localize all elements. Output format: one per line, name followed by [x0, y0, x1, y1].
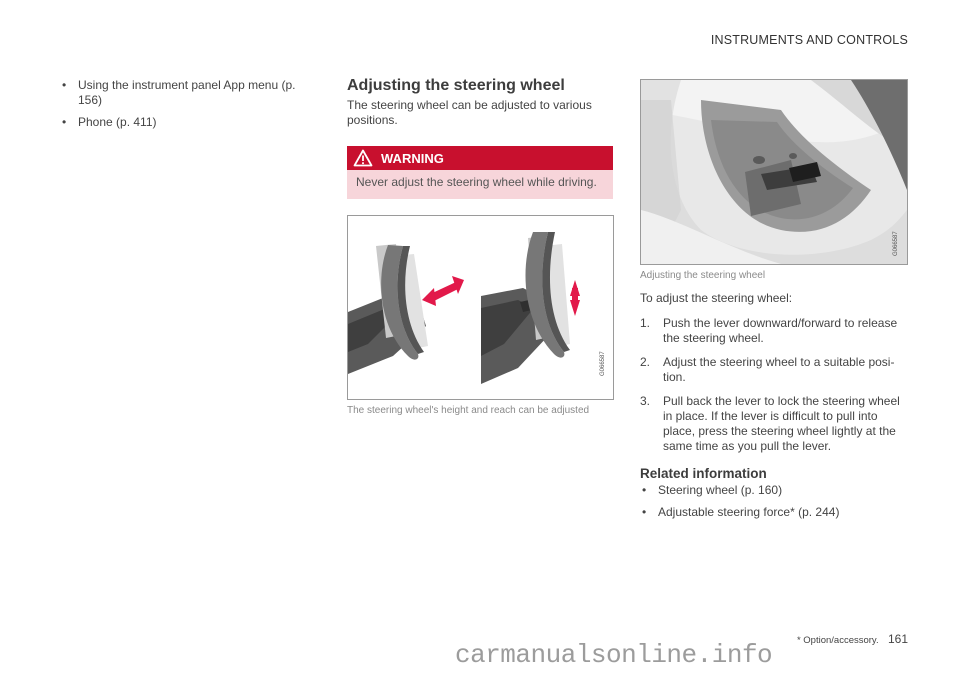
- figure-caption: The steering wheel's height and reach can be adjusted: [347, 405, 590, 416]
- cross-reference-link[interactable]: Adjustable steering force* (p. 244): [658, 505, 840, 519]
- warning-box: [347, 146, 613, 199]
- step-item: [640, 316, 908, 346]
- step-item: [640, 355, 908, 385]
- cross-reference-link[interactable]: Using the instrument panel App menu (p. 156): [78, 78, 296, 107]
- step-text: Push the lever downward/forward to release the steering wheel.: [663, 316, 898, 345]
- figure-caption: Adjusting the steering wheel: [640, 270, 766, 281]
- bullet: •: [642, 505, 647, 519]
- related-information-title: Related information: [640, 466, 767, 481]
- warning-label: WARNING: [381, 150, 444, 166]
- bullet: •: [62, 115, 67, 129]
- left-column: [60, 78, 300, 137]
- step-text: Pull back the lever to lock the steering wheel in place. If the lever is difficult to pull into place, press the steering wheel lightly at the same time as you pull the lever.: [663, 394, 900, 453]
- warning-header: [347, 146, 613, 170]
- right-column: [640, 79, 908, 527]
- steering-wheel-illustration: [348, 216, 613, 399]
- section-title: Adjusting the steering wheel: [347, 77, 565, 94]
- option-footnote: * Option/accessory.: [796, 635, 879, 646]
- svg-text:G066587: G066587: [600, 351, 606, 376]
- page-footer: [797, 632, 908, 646]
- step-item: [640, 394, 908, 454]
- steering-adjustment-figure: [347, 215, 614, 400]
- instruction-steps: [640, 316, 908, 454]
- warning-text: Never adjust the steering wheel while driving.: [347, 170, 613, 199]
- middle-column: [347, 76, 615, 416]
- section-header: INSTRUMENTS AND CONTROLS: [710, 33, 908, 47]
- svg-text:G066587: G066587: [893, 231, 899, 256]
- watermark: carmanualsonline.info: [455, 640, 773, 670]
- step-number: 3.: [640, 394, 651, 408]
- intro-text: The steering wheel can be adjusted to various positions.: [347, 98, 592, 127]
- lever-figure: [640, 79, 908, 265]
- cross-reference-link[interactable]: Steering wheel (p. 160): [658, 483, 783, 497]
- instructions-intro: To adjust the steering wheel:: [640, 291, 793, 305]
- page-number: 161: [887, 632, 908, 646]
- steering-lever-illustration: [641, 80, 907, 264]
- warning-triangle-icon: [353, 149, 373, 167]
- step-text: Adjust the steering wheel to a suitable posi-tion.: [663, 355, 895, 384]
- list-item: [60, 78, 300, 108]
- bullet: •: [642, 483, 647, 497]
- cross-reference-link[interactable]: Phone (p. 411): [78, 115, 157, 129]
- bullet: •: [62, 78, 67, 92]
- list-item: [640, 505, 908, 520]
- list-item: [60, 115, 300, 130]
- step-number: 2.: [640, 355, 651, 369]
- list-item: [640, 483, 908, 498]
- step-number: 1.: [640, 316, 651, 330]
